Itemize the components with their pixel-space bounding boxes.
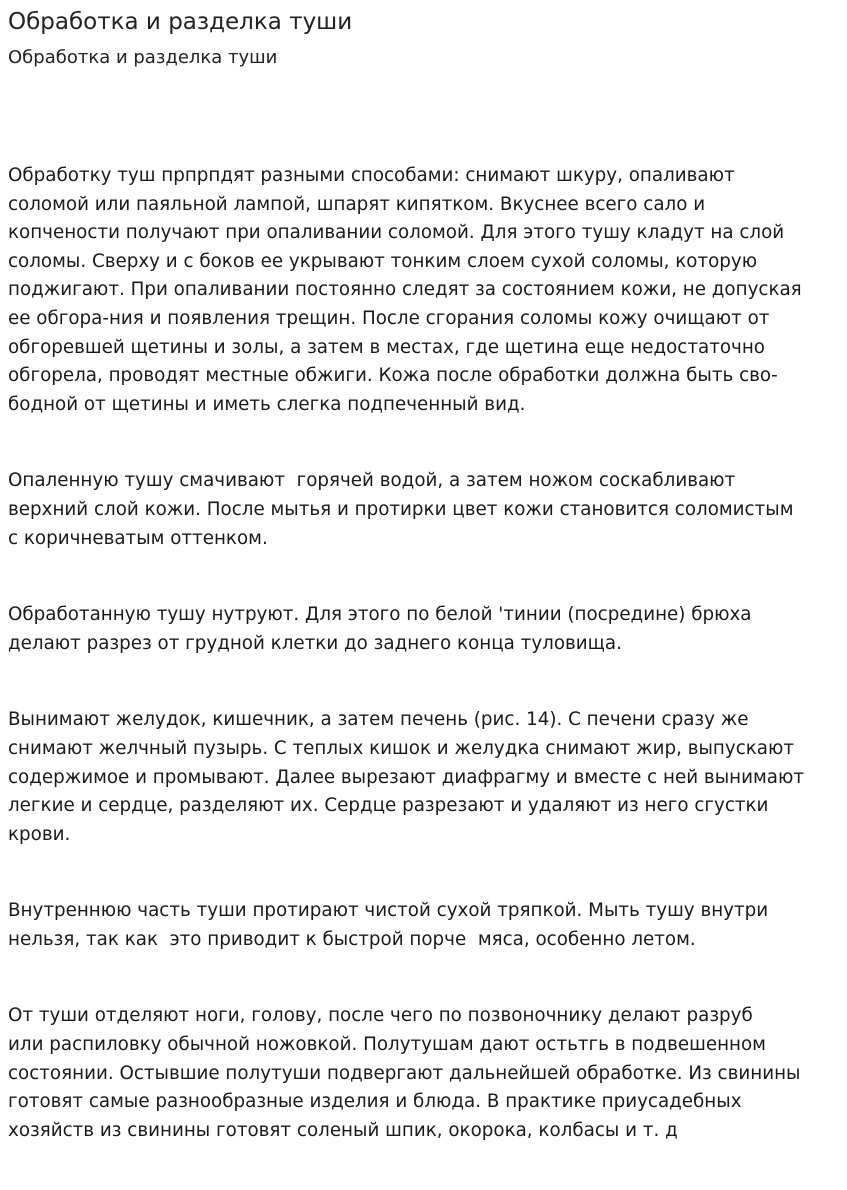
page-subtitle: Обработка и разделка туши	[8, 47, 278, 68]
paragraph-cleaning: Внутреннюю часть туши протирают чистой сухой тряпкой. Мыть тушу внутри нельзя, так как это приводит к быстрой порче мяса, особенно летом.	[8, 900, 769, 950]
paragraph-organs: Вынимают желудок, кишечник, а затем печень (рис. 14). С печени сразу же снимают желчный пузырь. С теплых кишок и желудка снимают жир, выпускают содержимое и промывают. Далее вырезают диафрагму и вместе с ней вынимают легкие и сердце, разделяют их. Сердце разрезают и удаляют из него сгустки крови.	[8, 709, 804, 845]
paragraph-splitting: От туши отделяют ноги, голову, после чего по позвоночнику делают разруб или распиловку обычной ножовкой. Полутушам дают остьтгь в подвешенном состоянии. Остывшие полутуши подвергают дальнейшей обработке. Из свинины готовят самые разнообразные изделия и блюда. В практике приусадебных хозяйств из свинины готовят соленый шпик, окорока, колбасы и т. д	[8, 1005, 801, 1141]
page-title: Обработка и разделка туши	[8, 9, 353, 35]
document-body	[8, 162, 839, 1145]
paragraph-scraping: Опаленную тушу смачивают горячей водой, а затем ножом соскабливают верхний слой кожи. После мытья и протирки цвет кожи становится соломистым с коричневатым оттенком.	[8, 470, 794, 549]
paragraph-singeing: Обработку туш прпрпдят разными способами: снимают шкуру, опаливают соломой или паяльной лампой, шпарят кипятком. Вкуснее всего сало и копчености получают при опаливании соломой. Для этого тушу кладут на слой соломы. Сверху и с боков ее укрывают тонким слоем сухой соломы, которую поджигают. При опаливании постоянно следят за состоянием кожи, не допуская ее обгора-ния и появления трещин. После сгорания соломы кожу очищают от обгоревшей щетины и золы, а затем в местах, где щетина еще недостаточно обгорела, проводят местные обжиги. Кожа после обработки должна быть сво- бодной от щетины и иметь слегка подпеченный вид.	[8, 165, 802, 415]
paragraph-eviscerating: Обработанную тушу нутруют. Для этого по белой 'тинии (посредине) брюха делают разрез от грудной клетки до заднего конца туловища.	[8, 604, 752, 654]
